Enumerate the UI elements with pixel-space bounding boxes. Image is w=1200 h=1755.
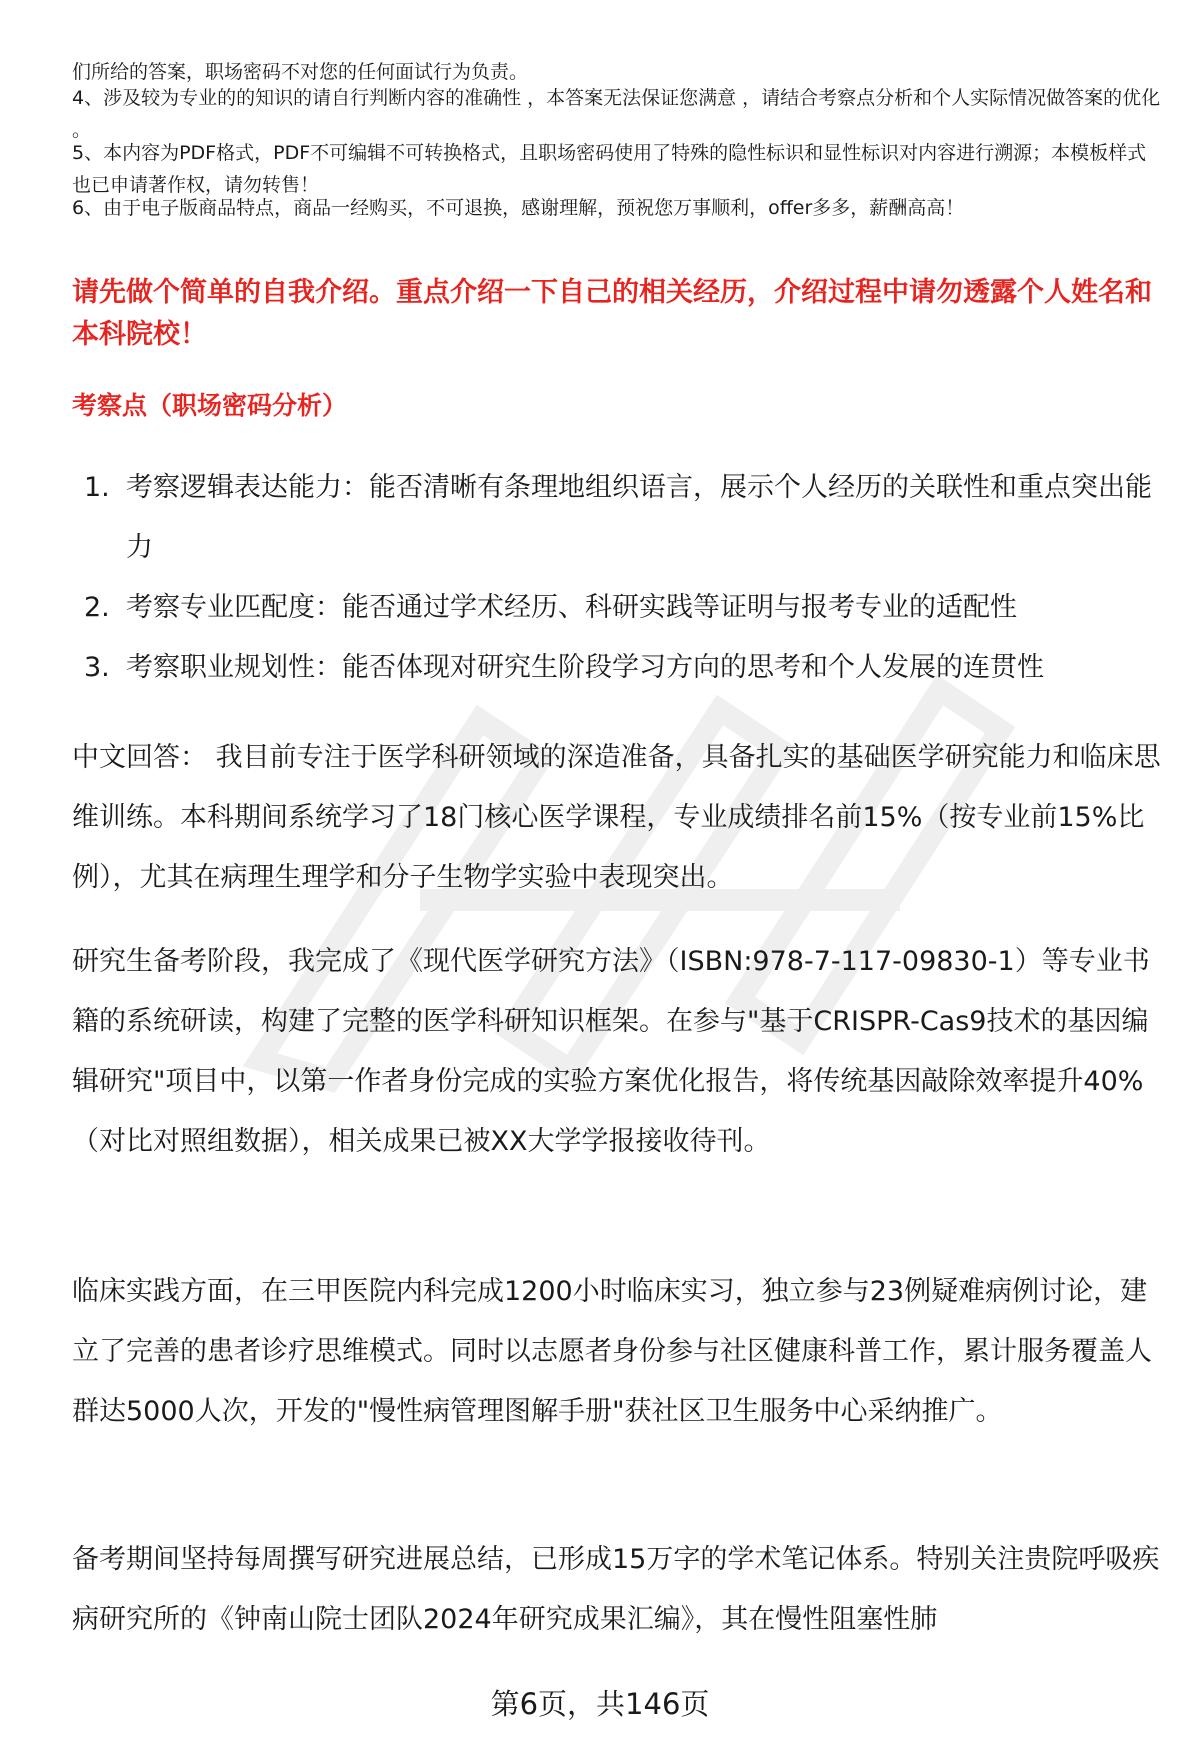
- page-footer: 第6页，共146页: [490, 1687, 710, 1721]
- answer-paragraph: 研究生备考阶段，我完成了《现代医学研究方法》（ISBN:978-7-117-09830-1）等专业书籍的系统研读，构建了完整的医学科研知识框架。在参与"基于CRISPR-Cas9技术的基因编辑研究"项目中，以第一作者身份完成的实验方案优化报告，将传统基因敲除效率提升40%（对比对照组数据），相关成果已被XX大学学报接收待刊。: [72, 946, 1150, 1157]
- analysis-point: [84, 458, 1154, 578]
- notice-line: 6、由于电子版商品特点，商品一经购买，不可退换，感谢理解，预祝您万事顺利，offer多多，薪酬高高！: [72, 197, 965, 219]
- point-text: 考察逻辑表达能力：能否清晰有条理地组织语言，展示个人经历的关联性和重点突出能力: [126, 472, 1152, 563]
- point-text: 考察职业规划性：能否体现对研究生阶段学习方向的思考和个人发展的连贯性: [126, 652, 1044, 683]
- answer-paragraph: 备考期间坚持每周撰写研究进展总结，已形成15万字的学术笔记体系。特别关注贵院呼吸疾病研究所的《钟南山院士团队2024年研究成果汇编》，其在慢性阻塞性肺: [72, 1544, 1160, 1635]
- answer-paragraph: 中文回答： 我目前专注于医学科研领域的深造准备，具备扎实的基础医学研究能力和临床思维训练。本科期间系统学习了18门核心医学课程，专业成绩排名前15%（按专业前15%比例），尤其在病理生理学和分子生物学实验中表现突出。: [72, 742, 1161, 893]
- point-number: 2.: [84, 592, 110, 623]
- point-number: 3.: [84, 652, 110, 683]
- notice-line: 4、涉及较为专业的的知识的请自行判断内容的准确性 ，本答案无法保证您满意 ，请结合考察点分析和个人实际情况做答案的优化 。: [72, 87, 1161, 141]
- point-number: 1.: [84, 472, 110, 503]
- section-title: 考察点（职场密码分析）: [72, 391, 348, 420]
- analysis-point: [84, 578, 1154, 638]
- answer-paragraph: 临床实践方面，在三甲医院内科完成1200小时临床实习，独立参与23例疑难病例讨论，建立了完善的患者诊疗思维模式。同时以志愿者身份参与社区健康科普工作，累计服务覆盖人群达5000人次，开发的"慢性病管理图解手册"获社区卫生服务中心采纳推广。: [72, 1276, 1152, 1427]
- notice-line: 们所给的答案，职场密码不对您的任何面试行为负责。: [72, 61, 529, 83]
- point-text: 考察专业匹配度：能否通过学术经历、科研实践等证明与报考专业的适配性: [126, 592, 1017, 623]
- interview-question: 请先做个简单的自我介绍。重点介绍一下自己的相关经历，介绍过程中请勿透露个人姓名和本科院校！: [72, 277, 1152, 350]
- analysis-point: [84, 638, 1154, 698]
- notice-line: 5、本内容为PDF格式，PDF不可编辑不可转换格式，且职场密码使用了特殊的隐性标识和显性标识对内容进行溯源；本模板样式也已申请著作权，请勿转售！: [72, 142, 1147, 196]
